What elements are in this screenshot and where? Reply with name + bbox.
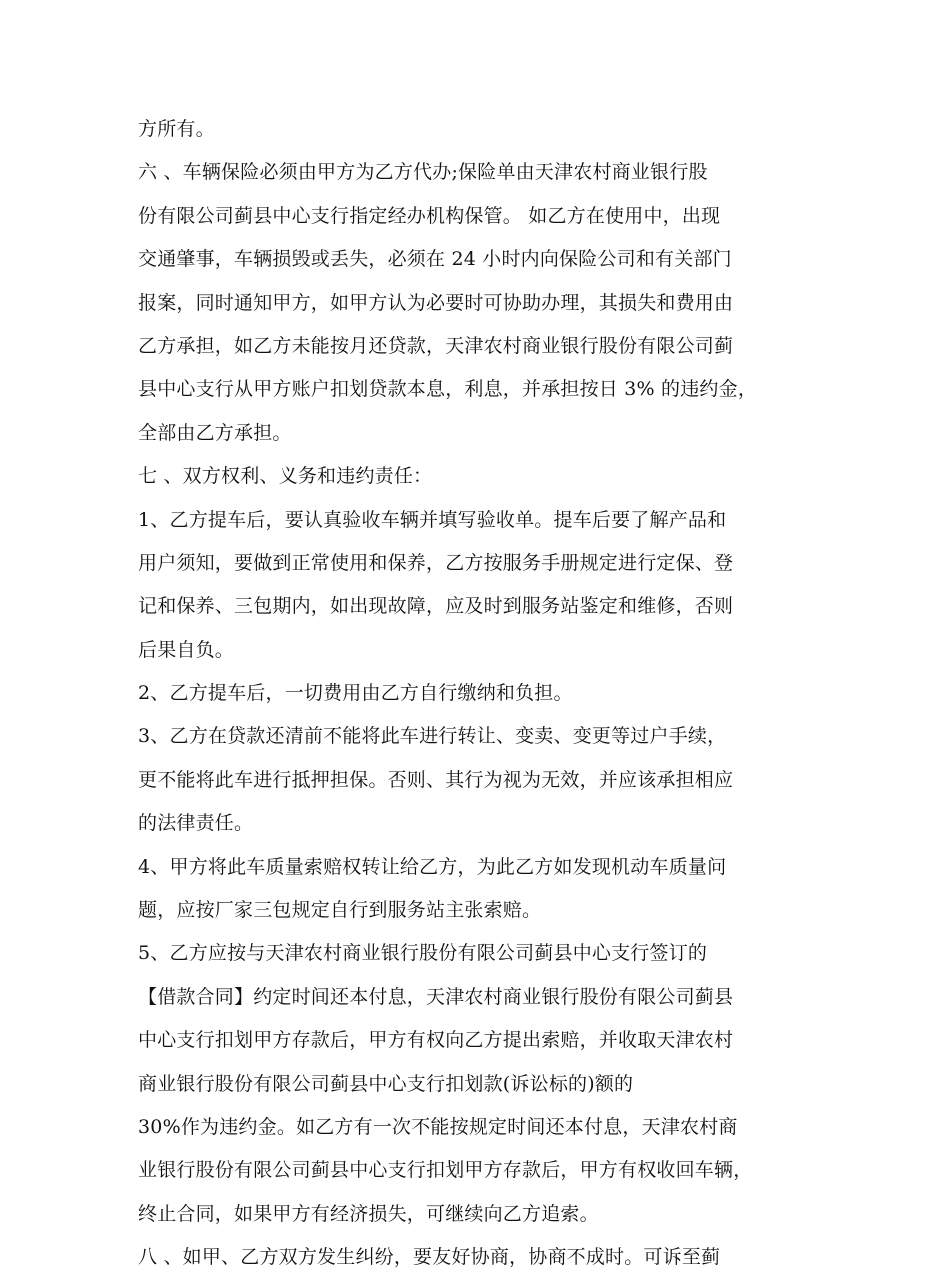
- text-line: 后果自负。: [138, 638, 235, 661]
- text-line: 业银行股份有限公司蓟县中心支行扣划甲方存款后，甲方有权收回车辆，: [138, 1159, 753, 1182]
- text-line: 用户须知，要做到正常使用和保养，乙方按服务手册规定进行定保、登: [138, 551, 734, 574]
- text-line: 5、乙方应按与天津农村商业银行股份有限公司蓟县中心支行签订的: [138, 942, 708, 965]
- text-line: 报案，同时通知甲方，如甲方认为必要时可协助办理，其损失和费用由: [138, 291, 734, 314]
- text-line: 更不能将此车进行抵押担保。否则、其行为视为无效，并应该承担相应: [138, 768, 734, 791]
- text-line: 商业银行股份有限公司蓟县中心支行扣划款(诉讼标的)额的: [138, 1072, 634, 1095]
- text-line: 乙方承担，如乙方未能按月还贷款，天津农村商业银行股份有限公司蓟: [138, 334, 734, 357]
- text-line: 六 、车辆保险必须由甲方为乙方代办;保险单由天津农村商业银行股: [138, 161, 708, 184]
- text-line: 交通肇事，车辆损毁或丢失，必须在 24 小时内向保险公司和有关部门: [138, 248, 732, 271]
- text-line: 题，应按厂家三包规定自行到服务站主张索赔。: [138, 899, 542, 922]
- text-line: 终止合同，如果甲方有经济损失，可继续向乙方追索。: [138, 1202, 599, 1225]
- text-line: 七 、双方权利、义务和违约责任：: [138, 465, 433, 488]
- text-line: 县中心支行从甲方账户扣划贷款本息，利息，并承担按日 3% 的违约金，: [138, 378, 758, 401]
- text-line: 全部由乙方承担。: [138, 421, 292, 444]
- text-line: 方所有。: [138, 118, 215, 140]
- document-body: [138, 108, 818, 1280]
- text-line: 3、乙方在贷款还清前不能将此车进行转让、变卖、变更等过户手续，: [138, 725, 727, 748]
- text-line: 记和保养、三包期内，如出现故障，应及时到服务站鉴定和维修，否则: [138, 595, 734, 618]
- text-line: 2、乙方提车后，一切费用由乙方自行缴纳和负担。: [138, 682, 573, 705]
- text-line: 1、乙方提车后，要认真验收车辆并填写验收单。提车后要了解产品和: [138, 508, 727, 531]
- text-line: 中心支行扣划甲方存款后，甲方有权向乙方提出索赔，并收取天津农村: [138, 1029, 734, 1052]
- text-line: 【借款合同】约定时间还本付息，天津农村商业银行股份有限公司蓟县: [138, 985, 734, 1008]
- text-line: 4、甲方将此车质量索赔权转让给乙方，为此乙方如发现机动车质量问: [138, 855, 727, 878]
- text-line: 的法律责任。: [138, 812, 254, 835]
- text-line: 30%作为违约金。如乙方有一次不能按规定时间还本付息，天津农村商: [138, 1115, 738, 1138]
- text-line: 份有限公司蓟县中心支行指定经办机构保管。 如乙方在使用中，出现: [138, 204, 721, 227]
- text-line: 八 、如甲、乙方双方发生纠纷，要友好协商，协商不成时。可诉至蓟: [138, 1246, 721, 1269]
